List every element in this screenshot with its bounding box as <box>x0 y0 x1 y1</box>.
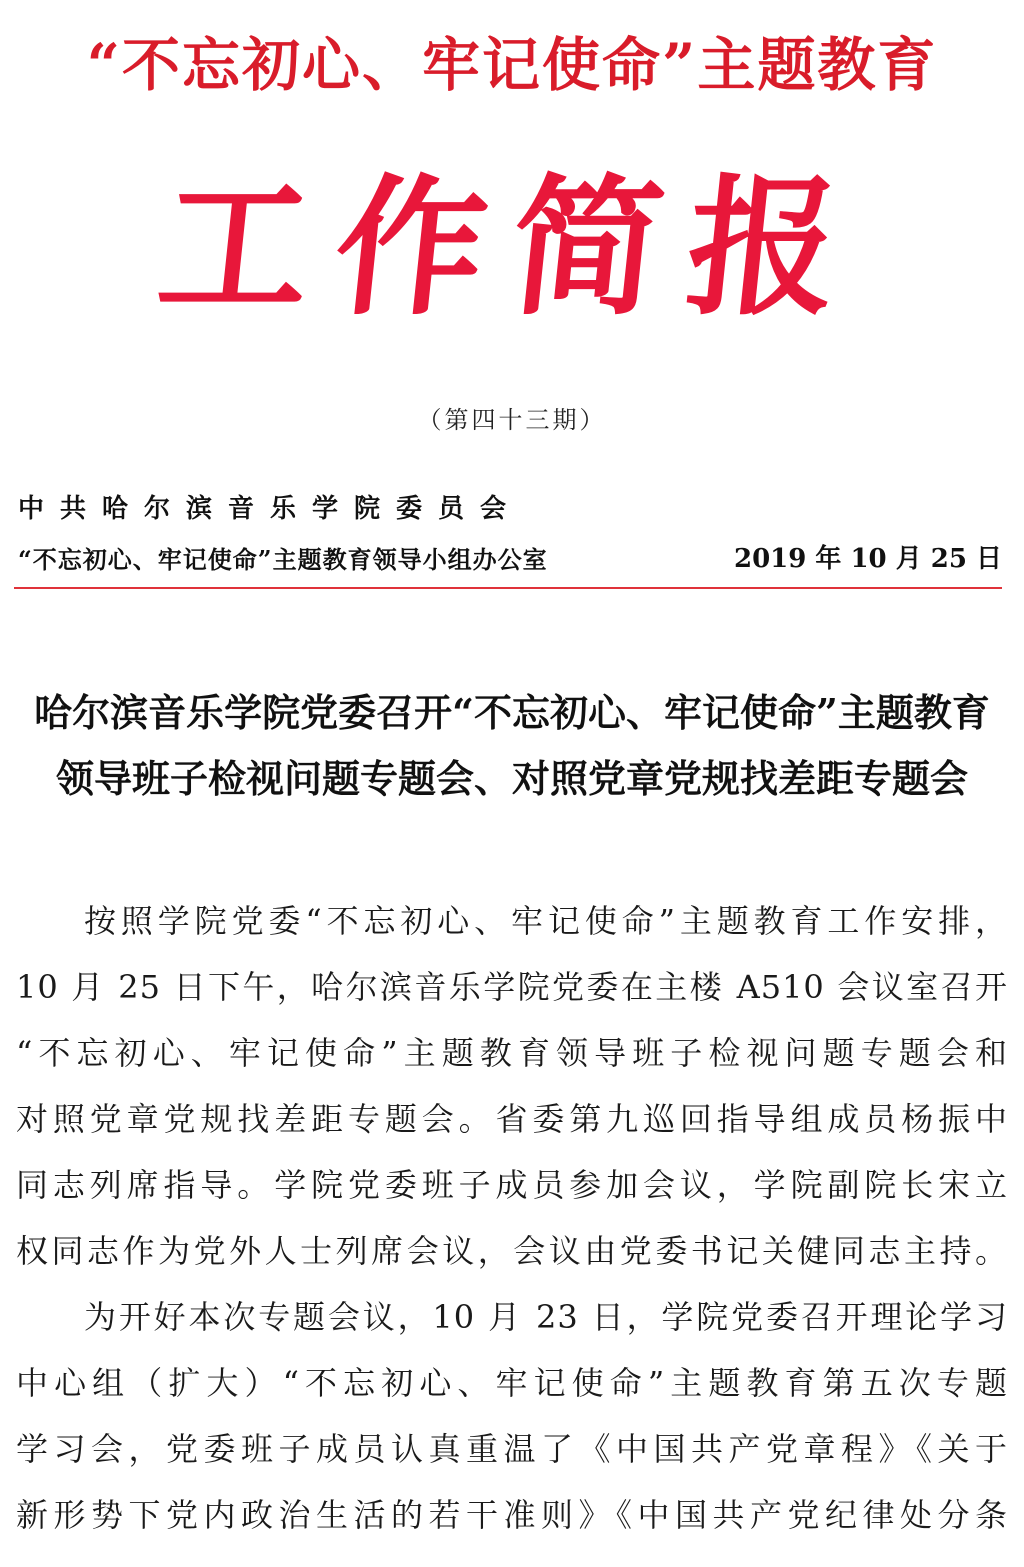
body-line: 学习会，党委班子成员认真重温了《中国共产党章程》《关于 <box>16 1430 1008 1468</box>
article-title-line: 领导班子检视问题专题会、对照党章党规找差距专题会 <box>55 756 968 801</box>
body-line: 对照党章党规找差距专题会。省委第九巡回指导组成员杨振中 <box>16 1100 1008 1138</box>
issue-date: 2019 年 10 月 25 日 <box>734 544 1002 574</box>
masthead-title: 工作简报 <box>150 160 874 336</box>
body-line: 按照学院党委“不忘初心、牢记使命”主题教育工作安排， <box>84 902 1008 940</box>
body-line: 为开好本次专题会议，10 月 23 日，学院党委召开理论学习 <box>84 1298 1008 1336</box>
article-title-line: 哈尔滨音乐学院党委召开“不忘初心、牢记使命”主题教育 <box>34 690 990 735</box>
body-line: 中心组（扩大）“不忘初心、牢记使命”主题教育第五次专题 <box>16 1364 1008 1402</box>
issuing-office: “不忘初心、牢记使命”主题教育领导小组办公室 <box>18 545 548 574</box>
body-line: 10 月 25 日下午，哈尔滨音乐学院党委在主楼 A510 会议室召开 <box>16 968 1008 1006</box>
body-line: “不忘初心、牢记使命”主题教育领导班子检视问题专题会和 <box>16 1034 1008 1072</box>
header-divider <box>14 587 1002 589</box>
article-title <box>0 680 1024 812</box>
top-title: “不忘初心、牢记使命”主题教育 <box>86 31 938 99</box>
article-body <box>16 888 1008 1548</box>
body-line: 权同志作为党外人士列席会议，会议由党委书记关健同志主持。 <box>16 1232 1008 1270</box>
issue-number: （第四十三期） <box>417 406 607 434</box>
issuing-committee: 中共哈尔滨音乐学院委员会 <box>18 494 523 524</box>
body-line: 同志列席指导。学院党委班子成员参加会议，学院副院长宋立 <box>16 1166 1008 1204</box>
body-line: 新形势下党内政治生活的若干准则》《中国共产党纪律处分条 <box>16 1496 1008 1534</box>
